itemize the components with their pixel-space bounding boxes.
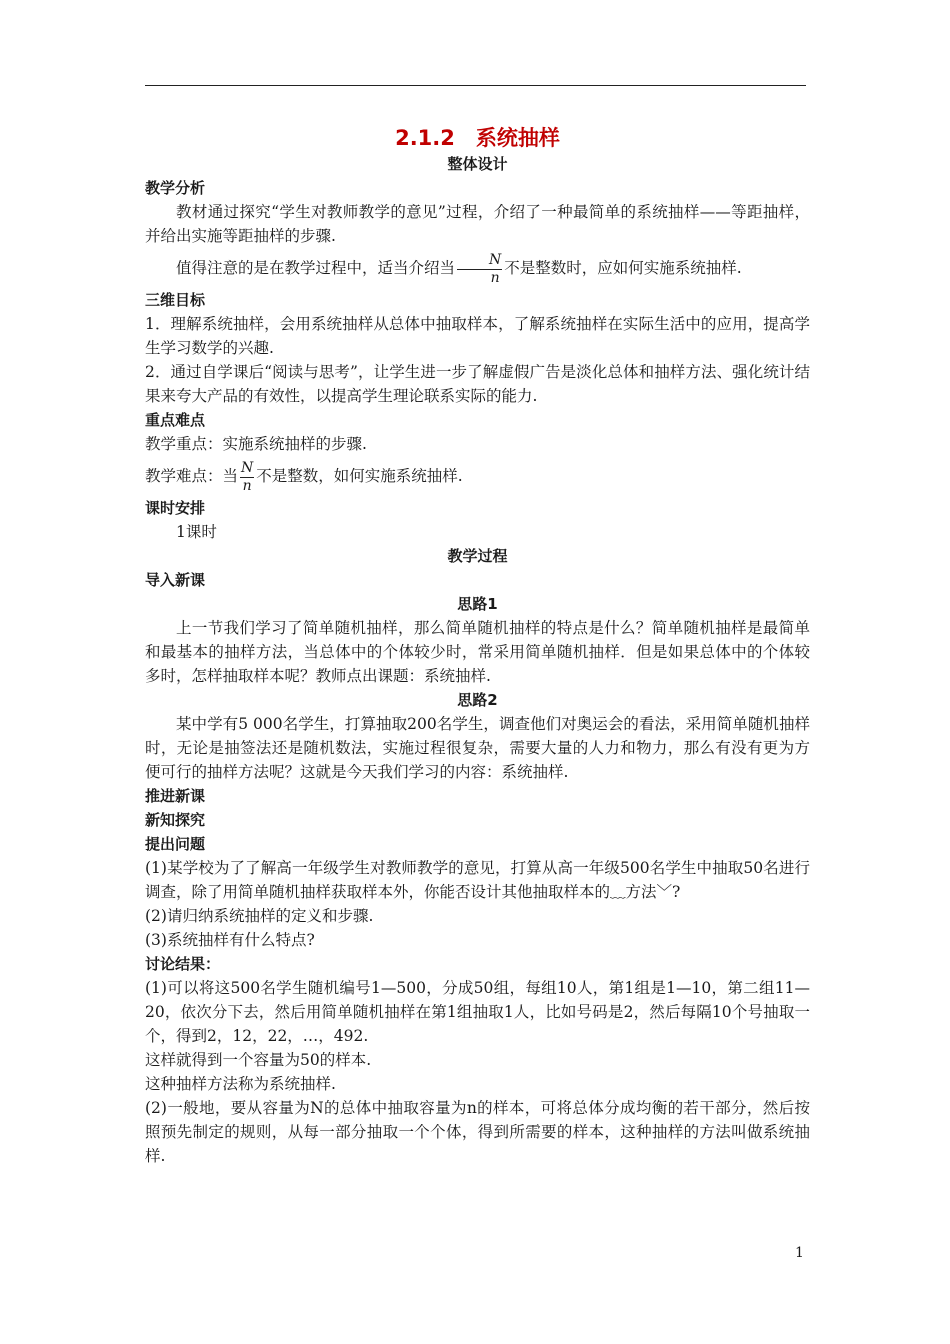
goal-1: 1．理解系统抽样，会用系统抽样从总体中抽取样本，了解系统抽样在实际生活中的应用，提高学生学习数学的兴趣. (145, 315, 810, 357)
question-1: (1)某学校为了了解高一年级学生对教师教学的意见，打算从高一年级500名学生中抽取50名进行调查，除了用简单随机抽样获取样本外，你能否设计其他抽取样本的﹏方法﹀? (145, 859, 810, 901)
document-title: 2.1.2 系统抽样 (395, 126, 560, 150)
heading-idea-1: 思路1 (457, 595, 498, 613)
difficulty-before: 教学难点：当 (145, 467, 239, 485)
difficulty (145, 456, 810, 496)
heading-schedule: 课时安排 (145, 499, 206, 517)
goal-2: 2．通过自学课后“阅读与思考”，让学生进一步了解虚假广告是淡化总体和抽样方法、强化统计结果来夸大产品的有效性，以提高学生理论联系实际的能力. (145, 363, 810, 405)
answer-1-name: 这种抽样方法称为系统抽样. (145, 1075, 336, 1093)
key-point: 教学重点：实施系统抽样的步骤. (145, 435, 367, 453)
fraction-numerator: N (241, 459, 254, 476)
fraction-n-over-n-2 (240, 460, 254, 495)
analysis-note (145, 248, 810, 288)
document-body (145, 124, 810, 1168)
heading-advance: 推进新课 (145, 787, 206, 805)
fraction-denominator: n (490, 269, 500, 286)
subtitle: 整体设计 (447, 155, 508, 173)
answer-1-result: 这样就得到一个容量为50的样本. (145, 1051, 372, 1069)
fraction-denominator: n (242, 477, 252, 494)
difficulty-after: 不是整数，如何实施系统抽样. (256, 467, 463, 485)
analysis-paragraph: 教材通过探究“学生对教师教学的意见”过程，介绍了一种最简单的系统抽样——等距抽样，并给出实施等距抽样的步骤. (145, 203, 810, 245)
answer-2: (2)一般地，要从容量为N的总体中抽取容量为n的样本，可将总体分成均衡的若干部分，然后按照预先制定的规则，从每一部分抽取一个个体，得到所需要的样本，这种抽样的方法叫做系统抽样. (145, 1099, 810, 1165)
heading-idea-2: 思路2 (457, 691, 498, 709)
idea-2-text: 某中学有5 000名学生，打算抽取200名学生，调查他们对奥运会的看法，采用简单随机抽样时，无论是抽签法还是随机数法，实施过程很复杂，需要大量的人力和物力，那么有没有更为方便可行的抽样方法呢？这就是今天我们学习的内容：系统抽样. (145, 715, 810, 781)
heading-key-points: 重点难点 (145, 411, 206, 429)
heading-discussion: 讨论结果： (145, 955, 221, 973)
analysis-note-after: 不是整数时，应如何实施系统抽样. (504, 259, 742, 277)
analysis-note-before: 值得注意的是在教学过程中，适当介绍当 (176, 259, 456, 277)
schedule-text: 1课时 (176, 523, 217, 541)
page-number: 1 (795, 1245, 804, 1261)
question-3: (3)系统抽样有什么特点? (145, 931, 315, 949)
heading-intro: 导入新课 (145, 571, 206, 589)
heading-questions: 提出问题 (145, 835, 206, 853)
question-2: (2)请归纳系统抽样的定义和步骤. (145, 907, 374, 925)
heading-goals: 三维目标 (145, 291, 206, 309)
heading-process: 教学过程 (447, 547, 508, 565)
fraction-numerator: N (457, 252, 502, 270)
heading-analysis: 教学分析 (145, 179, 206, 197)
heading-explore: 新知探究 (145, 811, 206, 829)
answer-1: (1)可以将这500名学生随机编号1—500，分成50组，每组10人，第1组是1—10，第二组11—20，依次分下去，然后用简单随机抽样在第1组抽取1人，比如号码是2，然后每隔10个号抽取一个，得到2，12，22，…，492. (145, 979, 810, 1045)
idea-1-text: 上一节我们学习了简单随机抽样，那么简单随机抽样的特点是什么？简单随机抽样是最简单和最基本的抽样方法，当总体中的个体较少时，常采用简单随机抽样．但是如果总体中的个体较多时，怎样抽取样本呢？教师点出课题：系统抽样. (145, 619, 810, 685)
header-rule (145, 85, 806, 86)
fraction-n-over-n (457, 252, 502, 287)
